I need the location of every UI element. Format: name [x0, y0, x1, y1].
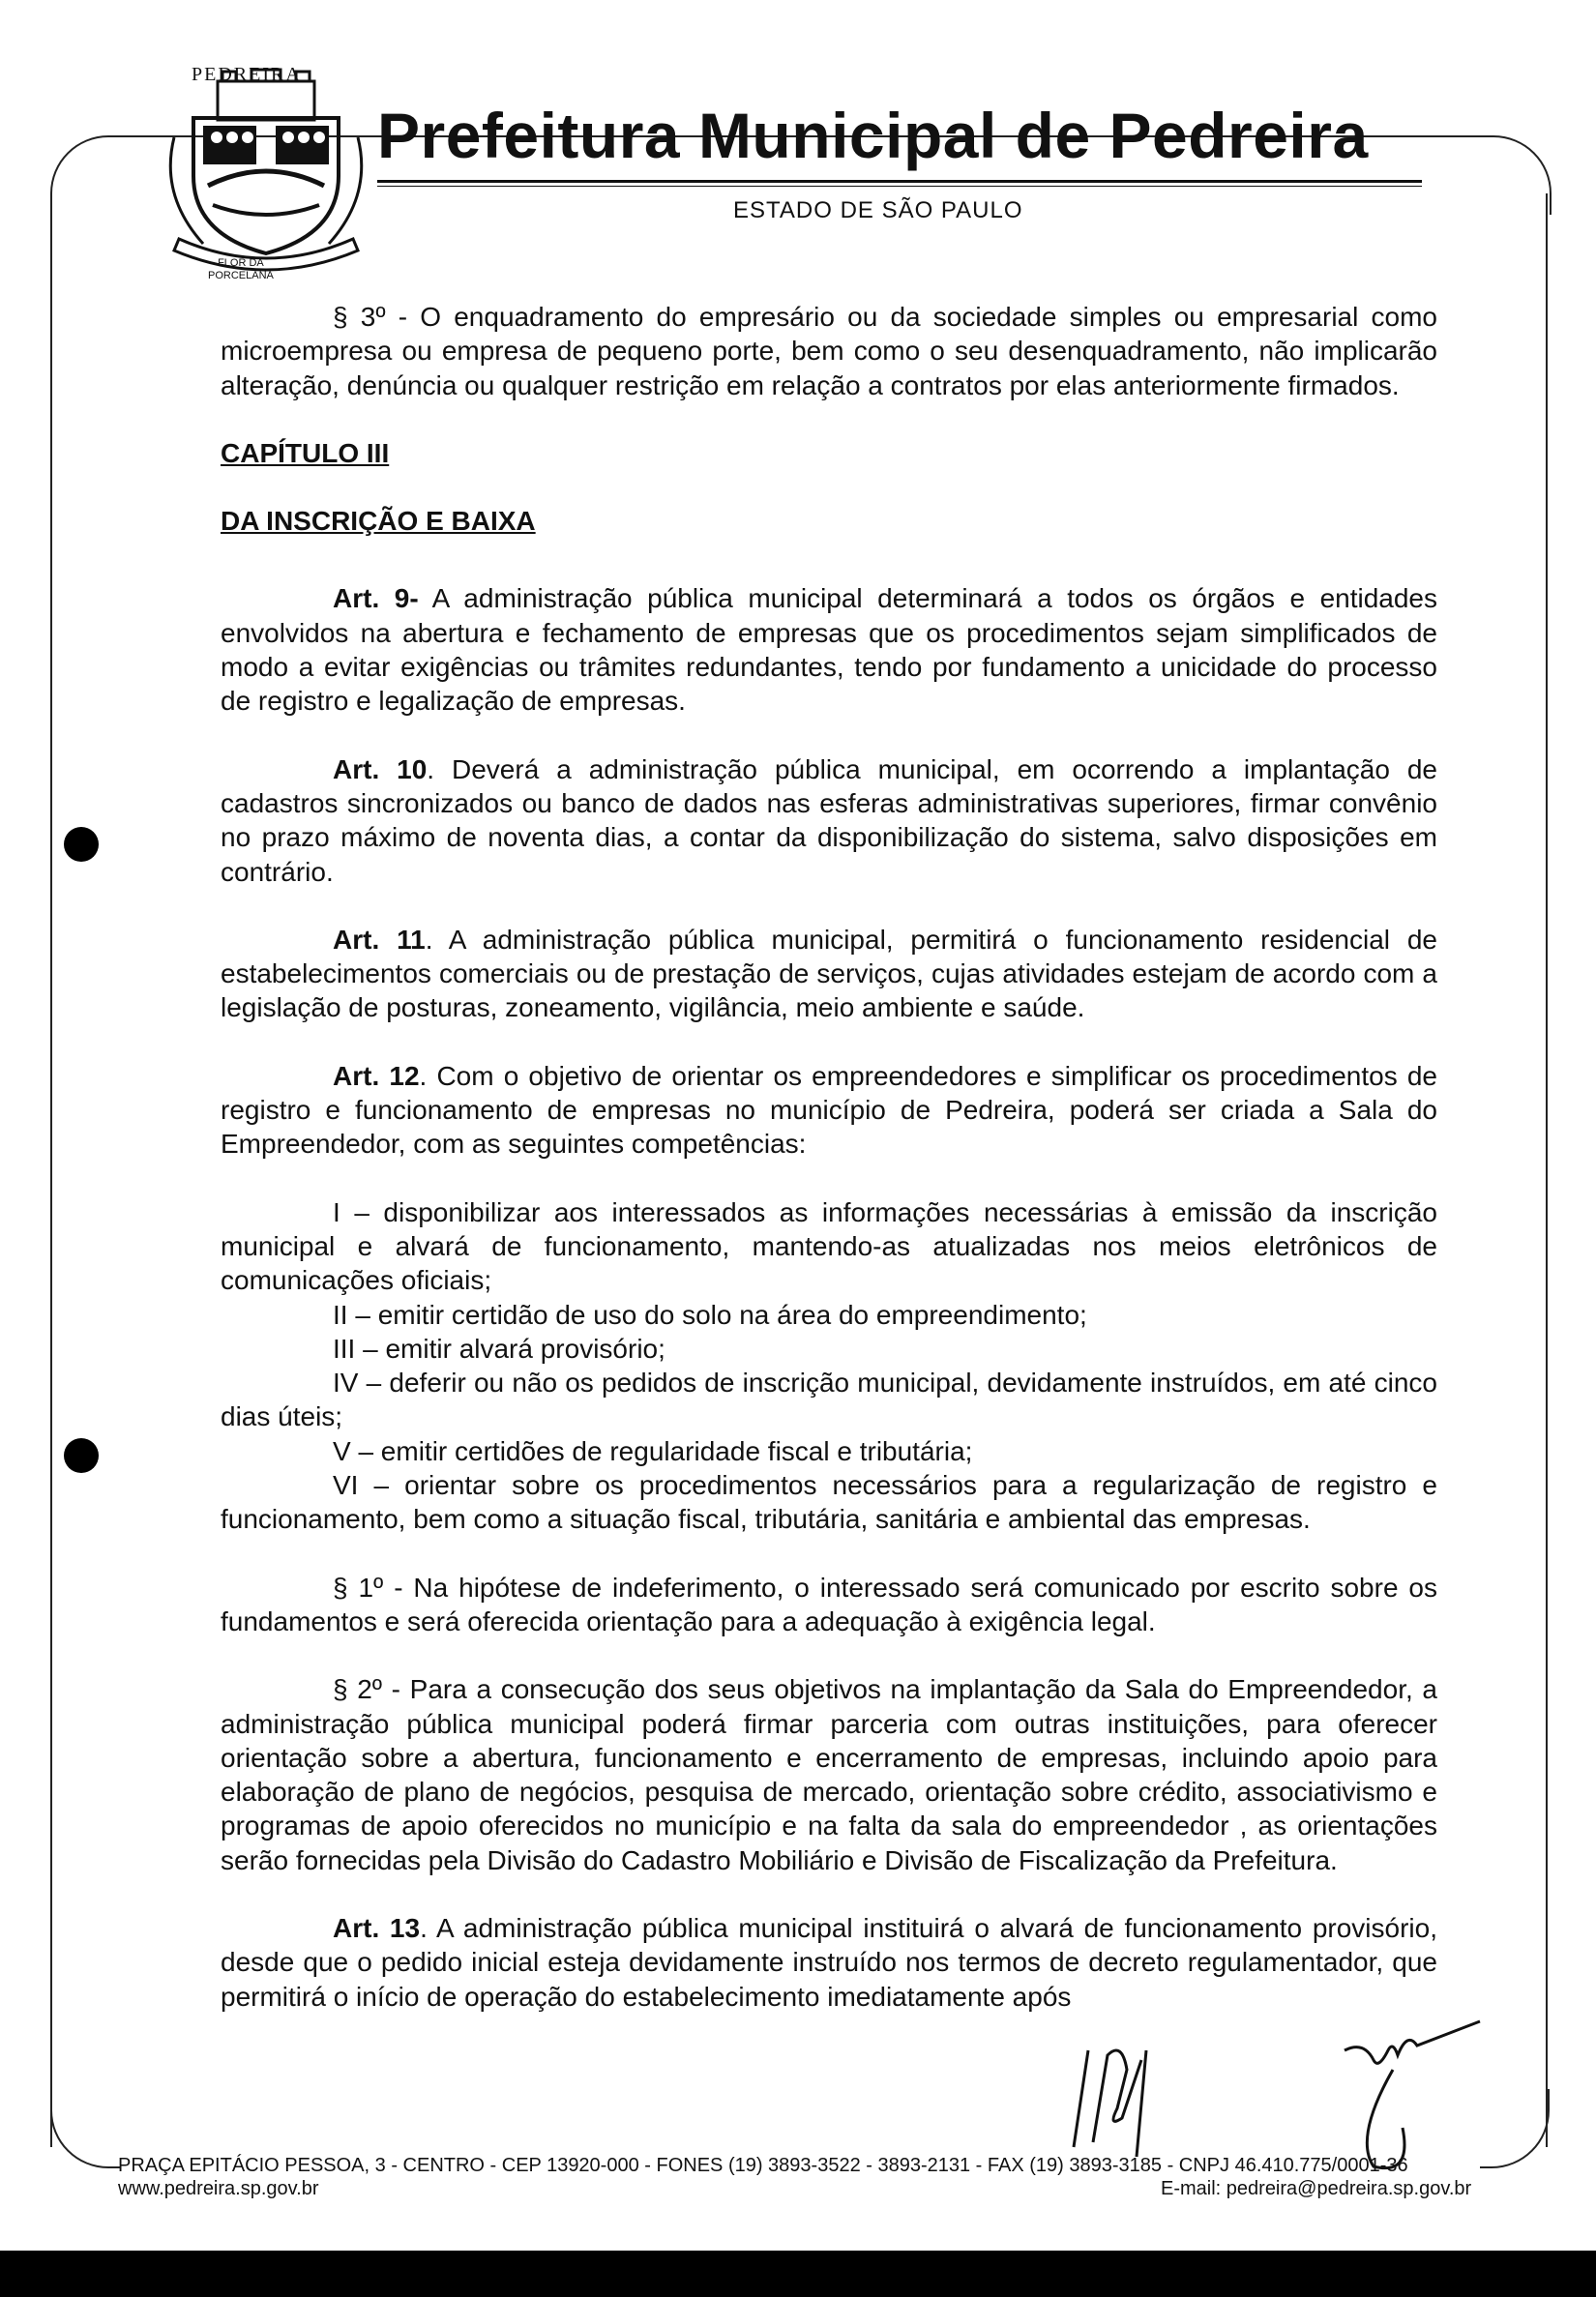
crest-name: PEDREIRA: [192, 64, 302, 85]
footer-email[interactable]: E-mail: pedreira@pedreira.sp.gov.br: [1161, 2178, 1472, 2199]
page-frame-bottom-right: [1480, 2089, 1550, 2168]
list-item: III – emitir alvará provisório;: [333, 1333, 665, 1364]
signature-2: [1335, 2012, 1490, 2176]
article-10: Art. 10. Deverá a administração pública municipal, em ocorrendo a implantação de cadastros sincronizados ou banco de dados nas esferas administrativas superiores, firmar convênio no prazo máximo de noventa dias, a contar da disponibilização do sistema, salvo disposições em contrário.: [221, 753, 1437, 887]
title-rule: [377, 180, 1422, 183]
chapter-title: DA INSCRIÇÃO E BAIXA: [221, 506, 536, 537]
list-item: VI – orientar sobre os procedimentos necessários para a regularização de registro e funcionamento, bem como a situação fiscal, tributária, sanitária e ambiental das empresas.: [221, 1470, 1437, 1535]
page-frame-right: [1546, 193, 1548, 2147]
list-item: IV – deferir ou não os pedidos de inscrição municipal, devidamente instruídos, em até cinco dias úteis;: [221, 1368, 1437, 1432]
page-subtitle: ESTADO DE SÃO PAULO: [733, 197, 1023, 223]
footer-address: PRAÇA EPITÁCIO PESSOA, 3 - CENTRO - CEP 13920-000 - FONES (19) 3893-3522 - 3893-2131 - FAX (19) 3893-3185 - CNPJ 46.410.775/0001-36: [118, 2155, 1408, 2176]
footer-website[interactable]: www.pedreira.sp.gov.br: [118, 2178, 319, 2199]
article-12: Art. 12. Com o objetivo de orientar os empreendedores e simplificar os procedimentos de registro e funcionamento de empresas no município de Pedreira, poderá ser criada a Sala do Empreendedor, com as seguintes competências:: [221, 1060, 1437, 1160]
list-item: V – emitir certidões de regularidade fiscal e tributária;: [333, 1435, 973, 1466]
article-13: Art. 13. A administração pública municipal instituirá o alvará de funcionamento provisório, desde que o pedido inicial esteja devidamente instruído nos termos de decreto regulamentador, que permitirá o início de operação do estabelecimento imediatamente após: [221, 1912, 1438, 2012]
document-body: [221, 300, 1437, 2014]
crest-caption: FLOR DA PORCELANA: [208, 257, 274, 281]
list-item: I – disponibilizar aos interessados as informações necessárias à emissão da inscrição municipal e alvará de funcionamento, mantendo-as atualizadas nos meios eletrônicos de comunicações oficiais;: [221, 1196, 1437, 1296]
punch-hole: [64, 1438, 99, 1473]
paragraph-3: § 3º - O enquadramento do empresário ou da sociedade simples ou empresarial como microempresa ou empresa de pequeno porte, bem como o seu desenquadramento, não implicarão alteração, denúncia ou qualquer restrição em relação a contratos por elas anteriormente firmados.: [221, 302, 1437, 400]
chapter-number: CAPÍTULO III: [221, 437, 390, 468]
scan-bottom-bar: [0, 2251, 1596, 2297]
article-9: Art. 9- A administração pública municipal determinará a todos os órgãos e entidades envolvidos na abertura e fechamento de empresas que os procedimentos sejam simplificados de modo a evitar exigências ou trâmites redundantes, tendo por fundamento a unicidade do processo de registro e legalização de empresas.: [221, 583, 1437, 717]
page-title: Prefeitura Municipal de Pedreira: [377, 100, 1369, 171]
paragraph-1: § 1º - Na hipótese de indeferimento, o interessado será comunicado por escrito sobre os fundamentos e será oferecida orientação para a adequação à exigência legal.: [221, 1572, 1437, 1636]
page-frame-left: [50, 193, 52, 2147]
paragraph-2: § 2º - Para a consecução dos seus objetivos na implantação da Sala do Empreendedor, a administração pública municipal poderá firmar parceria com outras instituições, para oferecer orientação sobre a abertura, funcionamento e encerramento de empresas, incluindo apoio para elaboração de plano de negócios, pesquisa de mercado, orientação sobre crédito, associativismo e programas de apoio oferecidos no município e na falta da sala do empreendedor , as orientações serão fornecidas pela Divisão do Cadastro Mobiliário e Divisão de Fiscalização da Prefeitura.: [221, 1674, 1437, 1875]
list-item: II – emitir certidão de uso do solo na área do empreendimento;: [333, 1299, 1087, 1330]
page-frame-bottom-left: [50, 2089, 120, 2168]
title-rule-thin: [377, 186, 1422, 187]
signature-1: [1049, 2031, 1185, 2166]
article-11: Art. 11. A administração pública municipal, permitirá o funcionamento residencial de estabelecimentos comerciais ou de prestação de serviços, cujas atividades estejam de acordo com a legislação de posturas, zoneamento, vigilância, meio ambiente e saúde.: [221, 924, 1437, 1023]
punch-hole: [64, 827, 99, 862]
coat-of-arms-icon: [155, 60, 377, 282]
chapter-heading: [221, 436, 1437, 539]
